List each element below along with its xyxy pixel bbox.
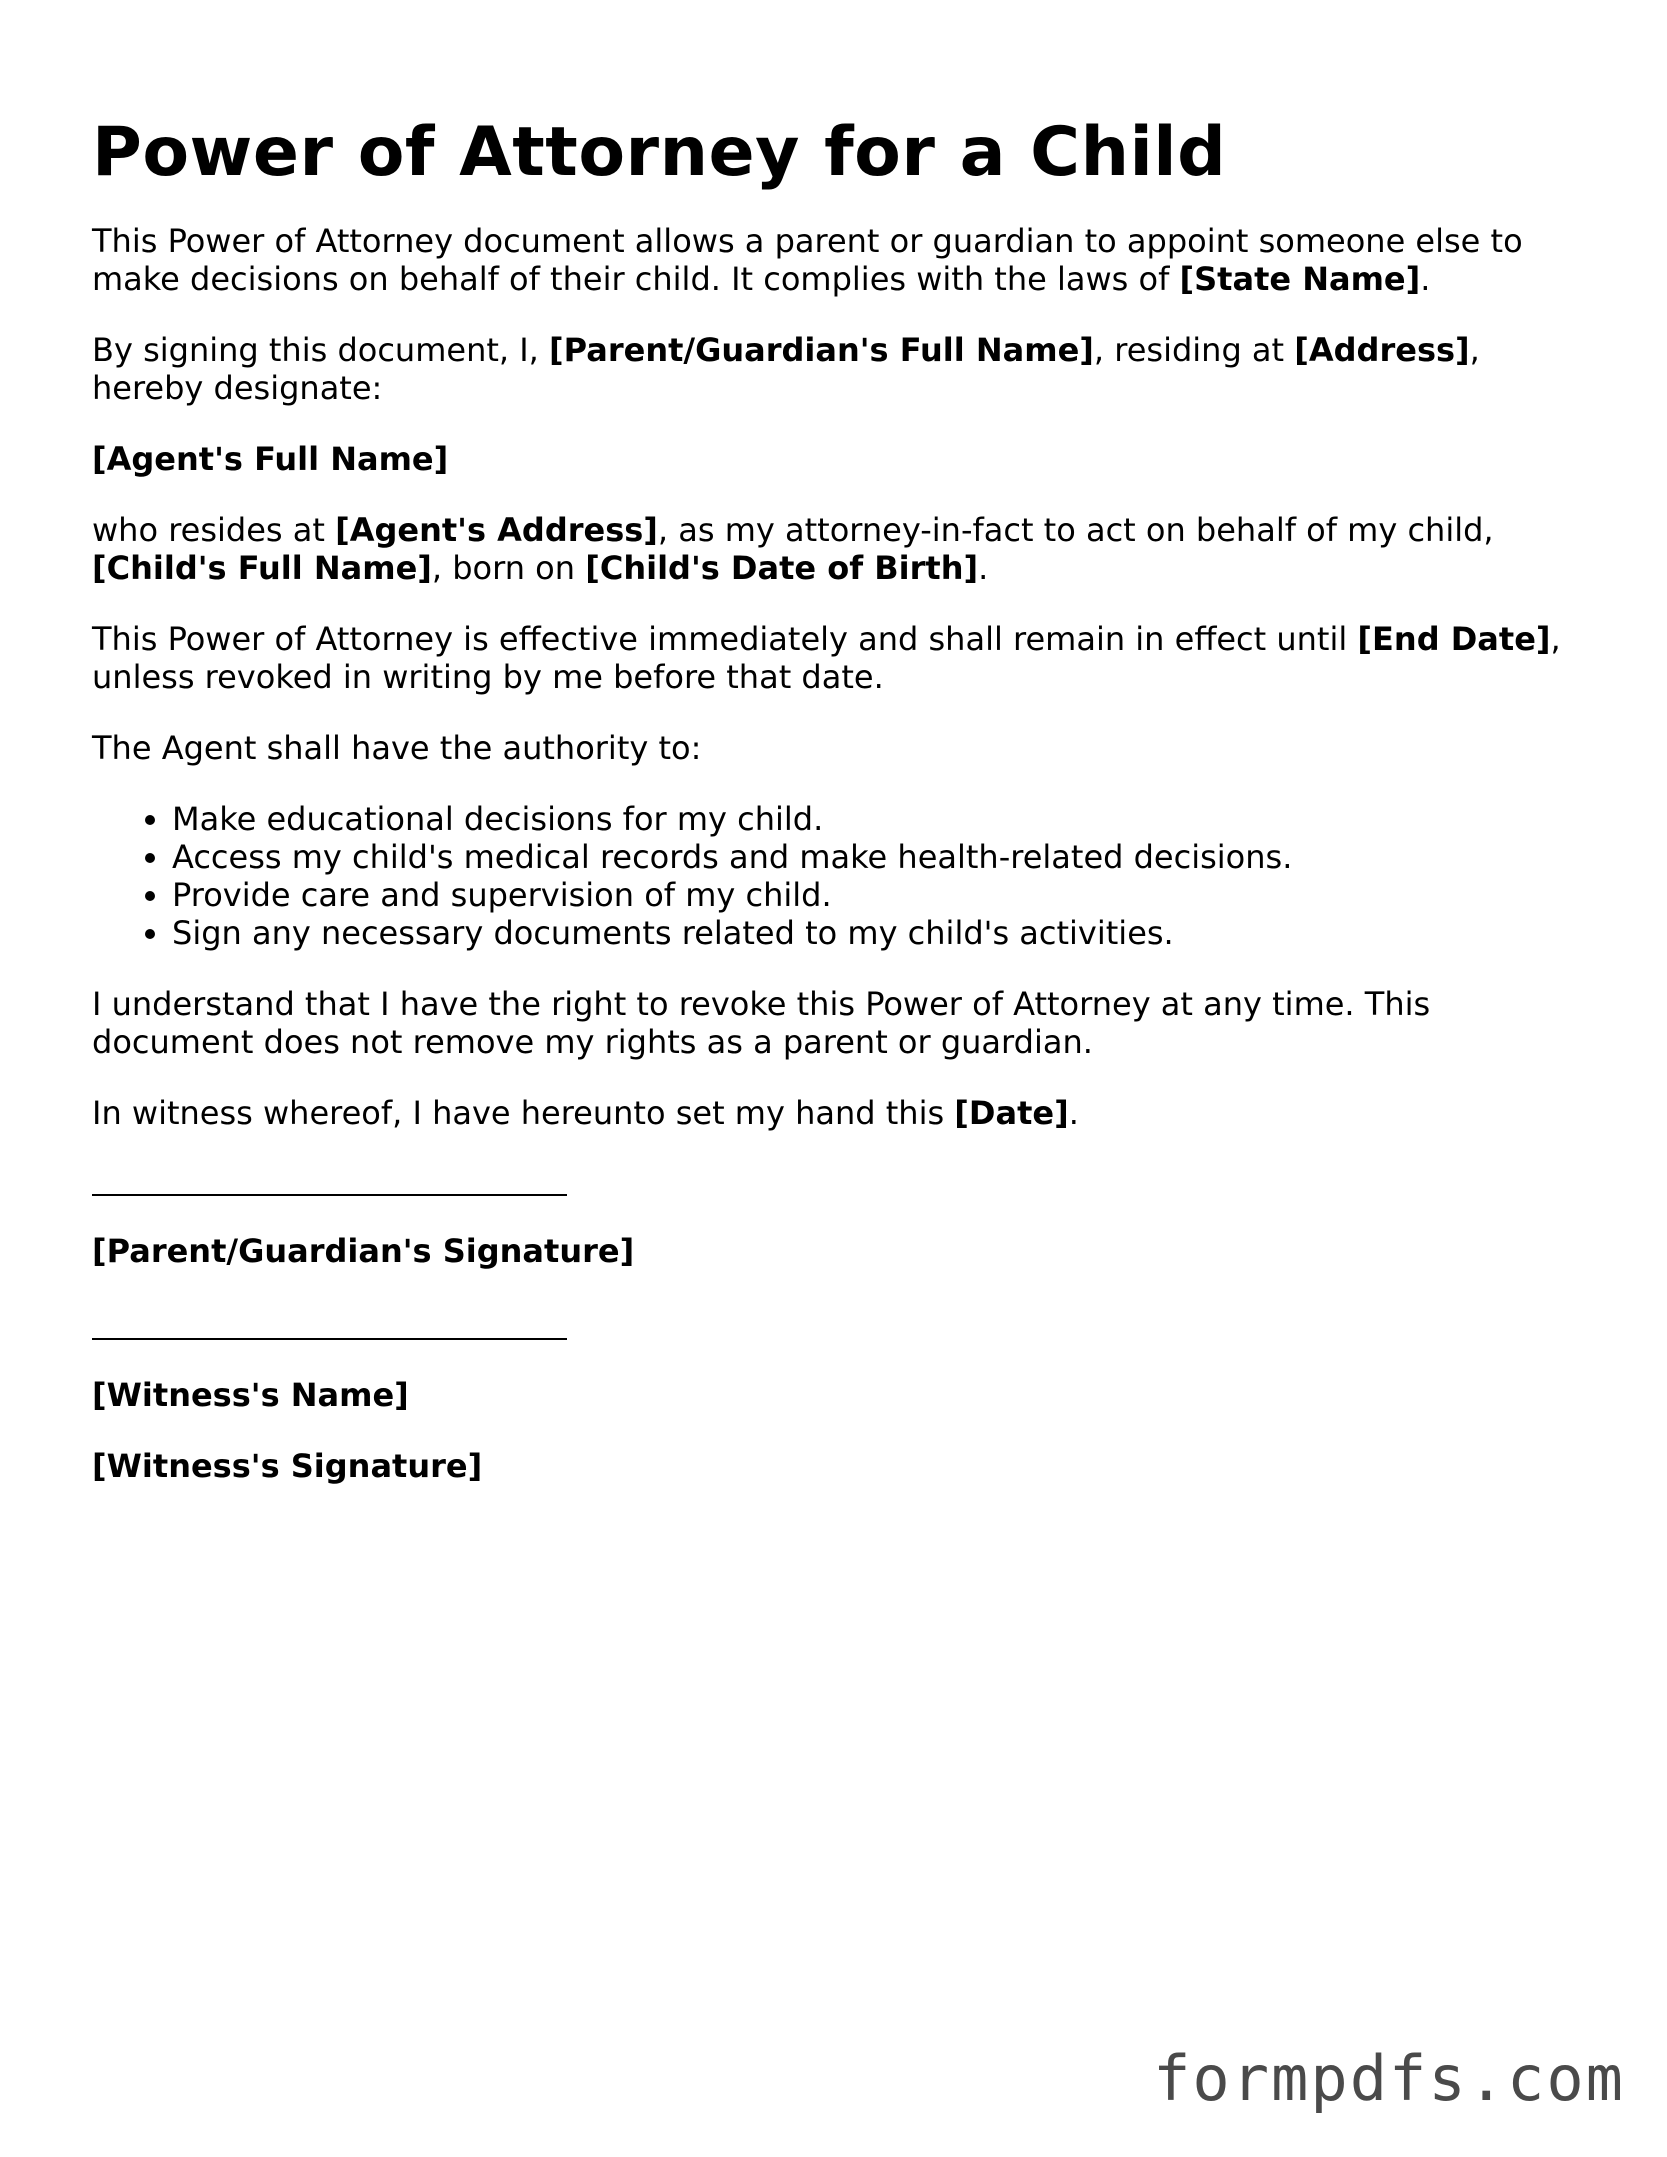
agent-text-3: , born on [431, 549, 586, 587]
witness-clause [92, 1094, 1592, 1132]
agent-name-placeholder: [Agent's Full Name] [92, 440, 449, 478]
intro-text: This Power of Attorney document allows a parent or guardian to appoint someone else to make decisions on behalf of their child. It complies with the laws of [92, 222, 1523, 298]
parent-name-placeholder: [Parent/Guardian's Full Name] [549, 331, 1094, 369]
agent-text-2: , as my attorney-in-fact to act on behalf of my child, [657, 511, 1494, 549]
list-item: • Access my child's medical records and make health-related decisions. [172, 838, 1592, 876]
list-item: • Make educational decisions for my child. [172, 800, 1592, 838]
witness-signature-label: [Witness's Signature] [92, 1447, 483, 1485]
effective-text-1: This Power of Attorney is effective immediately and shall remain in effect until [92, 620, 1358, 658]
authority-list [92, 800, 1592, 952]
agent-paragraph [92, 511, 1592, 587]
intro-paragraph [92, 222, 1592, 298]
effective-text-2: , unless revoked in writing by me before that date. [92, 620, 1561, 696]
revocation-paragraph: I understand that I have the right to revoke this Power of Attorney at any time. This document does not remove my rights as a parent or guardian. [92, 985, 1431, 1061]
document-page [92, 110, 1592, 1518]
intro-end: . [1420, 260, 1431, 298]
witness-signature-line[interactable] [92, 1338, 567, 1340]
agent-end: . [978, 549, 989, 587]
list-item: • Sign any necessary documents related to my child's activities. [172, 914, 1592, 952]
designation-text-2: , residing at [1093, 331, 1295, 369]
date-placeholder: [Date] [954, 1094, 1069, 1132]
designation-text-3: , hereby designate: [92, 331, 1480, 407]
parent-signature-label: [Parent/Guardian's Signature] [92, 1232, 635, 1270]
child-dob-placeholder: [Child's Date of Birth] [585, 549, 979, 587]
witness-clause-text: In witness whereof, I have hereunto set my hand this [92, 1094, 955, 1132]
end-date-placeholder: [End Date] [1357, 620, 1551, 658]
state-name-placeholder: [State Name] [1179, 260, 1421, 298]
authority-intro: The Agent shall have the authority to: [92, 729, 702, 767]
witness-clause-end: . [1068, 1094, 1079, 1132]
site-watermark: formpdfs.com [1153, 2042, 1625, 2115]
parent-signature-line[interactable] [92, 1194, 567, 1196]
witness-name-label: [Witness's Name] [92, 1376, 409, 1414]
address-placeholder: [Address] [1294, 331, 1470, 369]
designation-text-1: By signing this document, I, [92, 331, 550, 369]
agent-address-placeholder: [Agent's Address] [335, 511, 658, 549]
document-title: Power of Attorney for a Child [92, 113, 1227, 192]
agent-text-1: who resides at [92, 511, 336, 549]
list-item: • Provide care and supervision of my child. [172, 876, 1592, 914]
child-name-placeholder: [Child's Full Name] [92, 549, 432, 587]
effective-paragraph [92, 620, 1592, 696]
designation-paragraph [92, 331, 1592, 407]
